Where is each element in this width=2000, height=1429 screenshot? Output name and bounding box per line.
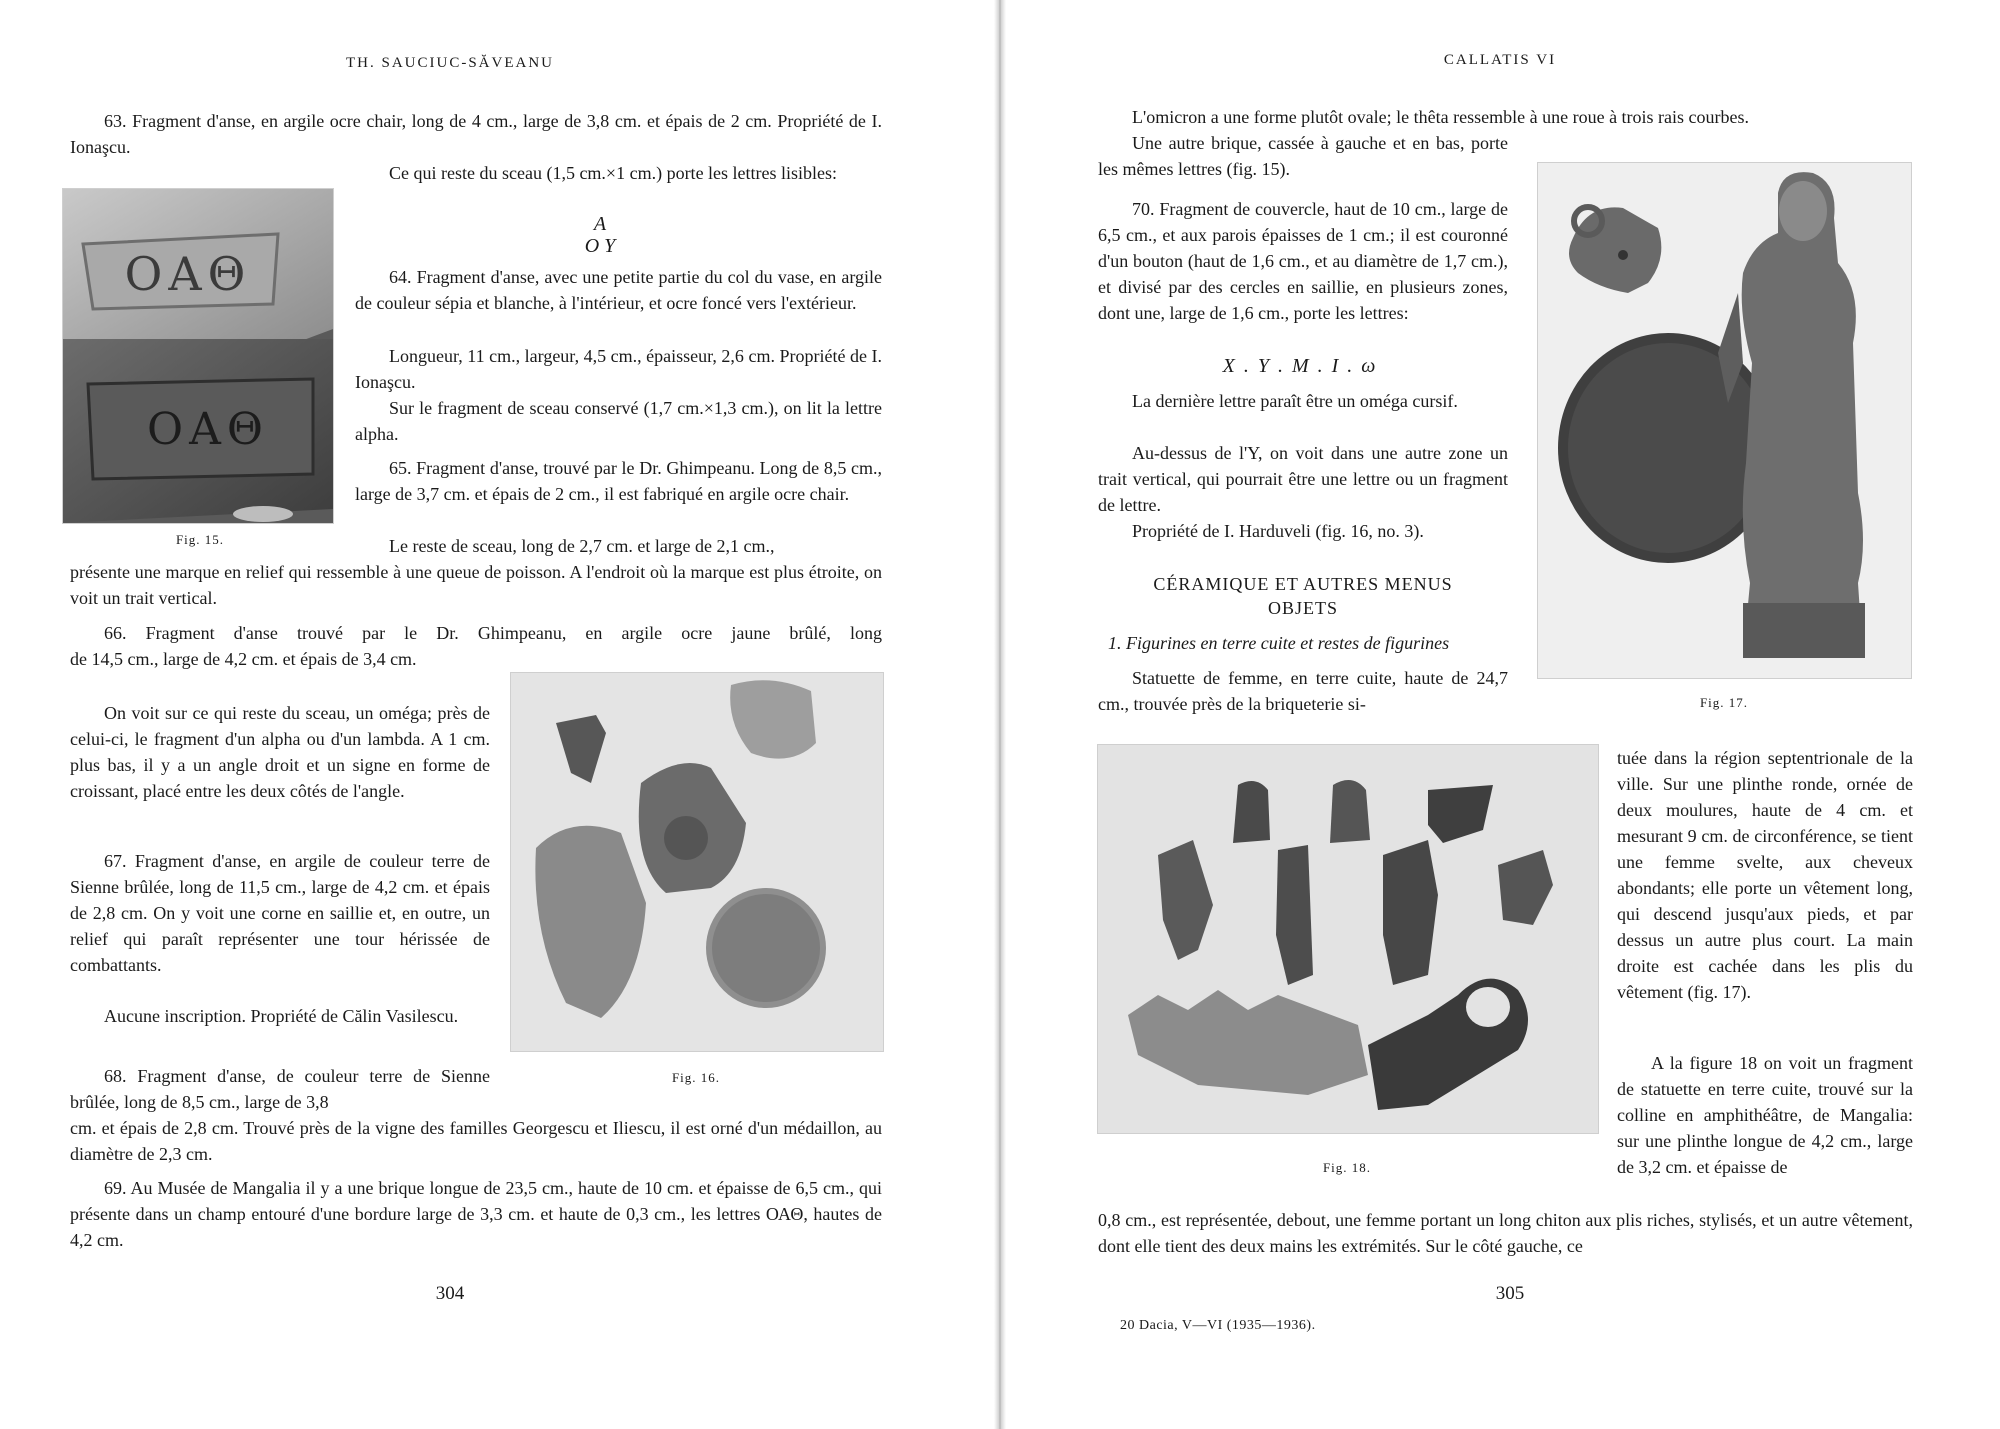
section-title: CÉRAMIQUE ET AUTRES MENUS OBJETS (1153, 574, 1453, 618)
paragraph-64: 64. Fragment d'anse, avec une petite partie du col du vase, en argile de couleur sépia et blanche, à l'intérieur, et ocre foncé vers l'extérieur. (355, 267, 882, 313)
statuette-and-lamp-image (1538, 163, 1911, 678)
footer-signature: 20 Dacia, V—VI (1935—1936). (1120, 1318, 1316, 1333)
paragraph-70-omega: La dernière lettre paraît être un oméga cursif. (1132, 391, 1458, 411)
figure-15-caption: Fig. 15. (175, 532, 225, 547)
seal-letters-line2: O Y (584, 235, 616, 257)
page-number: 305 (1495, 1283, 1525, 1304)
running-head: CALLATIS VI (1443, 52, 1557, 68)
stamp-inscription-lower: ΟΑΘ (147, 404, 269, 455)
subsection-title: 1. Figurines en terre cuite et restes de figurines (1108, 633, 1450, 653)
paragraph-intro-omicron: L'omicron a une forme plutôt ovale; le thêta ressemble à une roue à trois rais courbes. (1132, 107, 1750, 127)
paragraph-statuette: Statuette de femme, en terre cuite, haute de 24,7 cm., trouvée près de la briqueterie si- (1098, 668, 1508, 714)
figure-15-photo (62, 188, 334, 524)
paragraph-63-seal: Ce qui reste du sceau (1,5 cm.×1 cm.) porte les lettres lisibles: (389, 163, 838, 183)
paragraph-65-continued: présente une marque en relief qui ressemble à une queue de poisson. A l'endroit où la marque est plus étroite, on voit un trait vertical. (70, 562, 882, 608)
paragraph-66-seal: On voit sur ce qui reste du sceau, un oméga; près de celui-ci, le fragment d'un alpha ou d'un lambda. A 1 cm. plus bas, il y a un angle droit et un signe en forme de croissant, placé entre les deux côtés de l'angle. (70, 703, 490, 801)
figure-18-caption: Fig. 18. (1322, 1160, 1372, 1175)
paragraph-66-dimensions: de 14,5 cm., large de 4,2 cm. et épais de 3,4 cm. (70, 649, 417, 669)
figure-16-caption: Fig. 16. (671, 1070, 721, 1085)
paragraph-67: 67. Fragment d'anse, en argile de couleur terre de Sienne brûlée, long de 11,5 cm., large de 4,2 cm. et épais de 2,8 cm. On y voit une corne en saillie et, en outre, un relief qui paraît représenter une tour hérissée de combattants. (70, 851, 490, 975)
figure-17-caption: Fig. 17. (1699, 695, 1749, 710)
paragraph-64-seal: Sur le fragment de sceau conservé (1,7 cm.×1,3 cm.), on lit la lettre alpha. (355, 398, 882, 444)
paragraph-statuette-description: tuée dans la région septentrionale de la ville. Sur une plinthe ronde, ornée de deux moulures, haute de 4 cm. et mesurant 9 cm. de circonférence, se tient une femme svelte, aux cheveux abondants; elle porte un vêtement long, qui descend jusqu'aux pieds, et par dessus un autre plus court. La main droite est cachée dans les plis du vêtement (fig. 17). (1617, 748, 1913, 1002)
amphora-handle-fragments-image (511, 673, 883, 1051)
paragraph-intro-brick: Une autre brique, cassée à gauche et en bas, porte les mêmes lettres (fig. 15). (1098, 133, 1508, 179)
page-number: 304 (435, 1283, 465, 1304)
paragraph-67-owner: Aucune inscription. Propriété de Călin Vasilescu. (104, 1006, 459, 1026)
paragraph-figure-18-continued: 0,8 cm., est représentée, debout, une femme portant un long chiton aux plis riches, stylisés, et un autre vêtement, dont elle tient des deux mains les extrémités. Sur le côté gauche, ce (1098, 1210, 1913, 1256)
brick-stamps-image (63, 189, 333, 523)
stamp-inscription-upper: ΟΑΘ (124, 247, 252, 301)
paragraph-66: 66. Fragment d'anse trouvé par le Dr. Ghimpeanu, en argile ocre jaune brûlé, long (104, 623, 882, 643)
figurine-fragments-image (1098, 745, 1598, 1133)
paragraph-65: 65. Fragment d'anse, trouvé par le Dr. Ghimpeanu. Long de 8,5 cm., large de 3,7 cm. et épais de 2 cm., il est fabriqué en argile ocre chair. (355, 458, 882, 504)
figure-17-photo (1537, 162, 1912, 679)
paragraph-63: 63. Fragment d'anse, en argile ocre chair, long de 4 cm., large de 3,8 cm. et épais de 2 cm. Propriété de I. Ionaşcu. (70, 111, 882, 157)
paragraph-70: 70. Fragment de couvercle, haut de 10 cm., large de 6,5 cm., et aux parois épaisses de 1 cm.; il est couronné d'un bouton (haut de 1,6 cm., et au diamètre de 1,7 cm.), et divisé par des cercles en saillie, en plusieurs zones, dont une, large de 1,6 cm., porte les lettres: (1098, 199, 1508, 323)
right-page (1000, 0, 2000, 1429)
paragraph-figure-18: A la figure 18 on voit un fragment de statuette en terre cuite, trouvé sur la colline en amphithéâtre, de Mangalia: sur une plinthe longue de 4,2 cm., large de 3,2 cm. et épaisse de (1617, 1053, 1913, 1177)
seal-letters-line1: A (593, 213, 607, 235)
paragraph-68-continued: cm. et épais de 2,8 cm. Trouvé près de la vigne des familles Georgescu et Iliescu, il est orné d'un médaillon, au diamètre de 2,3 cm. (70, 1118, 882, 1164)
paragraph-70-owner: Propriété de I. Harduveli (fig. 16, no. 3). (1132, 521, 1424, 541)
figure-18-photo (1097, 744, 1599, 1134)
paragraph-68: 68. Fragment d'anse, de couleur terre de Sienne brûlée, long de 8,5 cm., large de 3,8 (70, 1066, 490, 1112)
paragraph-70-trait: Au-dessus de l'Y, on voit dans une autre zone un trait vertical, qui pourrait être une lettre ou un fragment de lettre. (1098, 443, 1508, 515)
paragraph-65-seal: Le reste de sceau, long de 2,7 cm. et large de 2,1 cm., (389, 536, 775, 556)
running-head: TH. SAUCIUC-SĂVEANU (345, 55, 554, 71)
lid-letters: X . Y . M . I . ω (1222, 355, 1378, 377)
paragraph-64-dimensions: Longueur, 11 cm., largeur, 4,5 cm., épaisseur, 2,6 cm. Propriété de I. Ionaşcu. (355, 346, 882, 392)
paragraph-69: 69. Au Musée de Mangalia il y a une brique longue de 23,5 cm., haute de 10 cm. et épaisse de 6,5 cm., qui présente dans un champ entouré d'une bordure large de 3,3 cm. et haute de 0,3 cm., les lettres ΟΑΘ, hautes de 4,2 cm. (70, 1178, 882, 1250)
figure-16-photo (510, 672, 884, 1052)
